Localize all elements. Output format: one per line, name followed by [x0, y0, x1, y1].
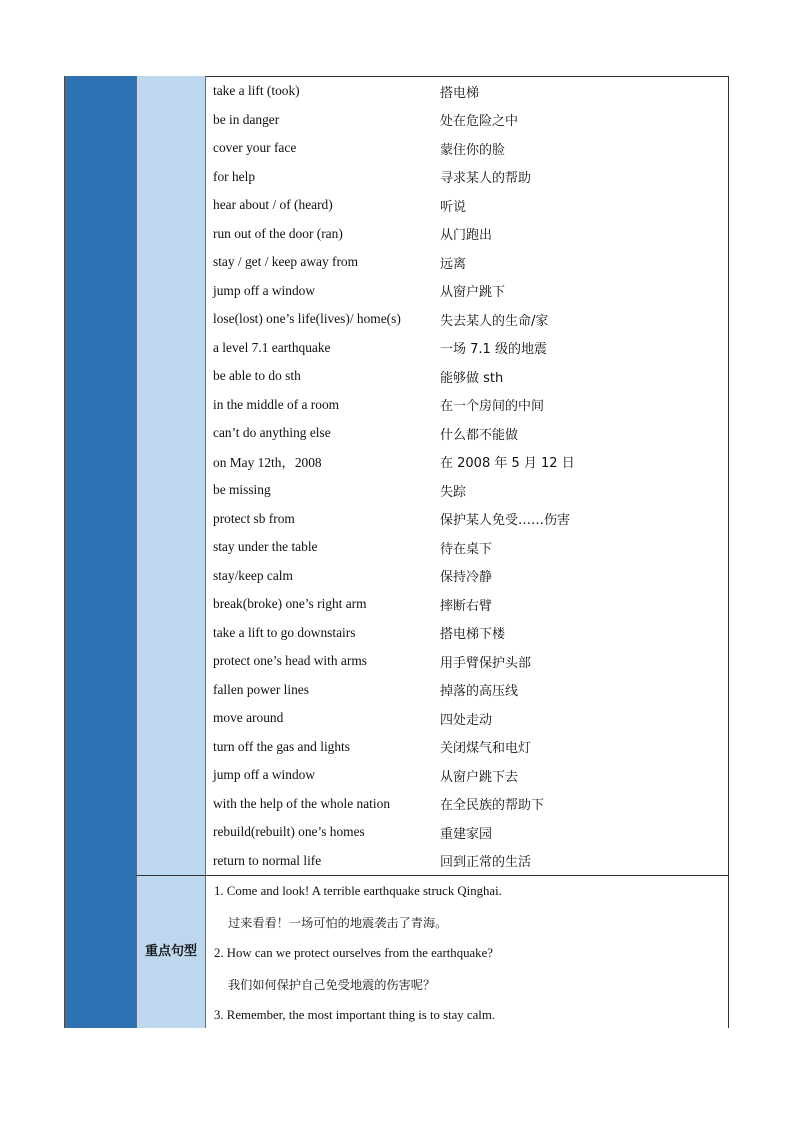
vocab-english: take a lift to go downstairs	[213, 624, 356, 640]
vocab-chinese: 寻求某人的帮助	[440, 171, 532, 187]
vocab-english: for help	[213, 168, 256, 184]
vocab-english: be in danger	[213, 111, 280, 127]
subcategory-column	[136, 76, 206, 1028]
vocab-row	[213, 248, 723, 277]
vocab-chinese: 摔断右臂	[440, 598, 493, 614]
vocab-chinese: 搭电梯下楼	[440, 627, 506, 643]
vocab-english: take a lift (took)	[213, 83, 300, 99]
vocab-chinese: 什么都不能做	[440, 427, 519, 443]
vocab-chinese: 用手臂保护头部	[440, 655, 532, 671]
vocab-row	[213, 818, 723, 847]
vocab-chinese: 从门跑出	[440, 228, 493, 244]
vocab-row	[213, 362, 723, 391]
vocab-row	[213, 277, 723, 306]
vocab-row	[213, 77, 723, 106]
vocab-english: lose(lost) one’s life(lives)/ home(s)	[213, 311, 401, 327]
vocab-chinese: 重建家园	[440, 826, 493, 842]
sentence-english: 1. Come and look! A terrible earthquake struck Qinghai.	[214, 884, 502, 898]
vocab-english: protect sb from	[213, 510, 295, 526]
vocab-row	[213, 448, 723, 477]
vocab-english: stay/keep calm	[213, 567, 293, 583]
vocab-english: be missing	[213, 482, 271, 498]
vocab-english: turn off the gas and lights	[213, 738, 350, 754]
vocab-chinese: 远离	[440, 256, 467, 272]
vocab-english: protect one’s head with arms	[213, 653, 367, 669]
vocab-english: can’t do anything else	[213, 425, 331, 441]
vocab-row	[213, 704, 723, 733]
vocab-row	[213, 220, 723, 249]
vocab-row	[213, 733, 723, 762]
vocab-english: jump off a window	[213, 282, 316, 298]
vocab-chinese: 一场 7.1 级的地震	[440, 342, 547, 358]
vocab-english: return to normal life	[213, 852, 322, 868]
sentence-chinese: 过来看看！一场可怕的地震袭击了青海。	[228, 916, 448, 930]
vocab-row	[213, 305, 723, 334]
sentence-english: 3. Remember, the most important thing is to stay calm.	[214, 1008, 495, 1022]
vocab-english: with the help of the whole nation	[213, 795, 391, 811]
vocab-english: move around	[213, 710, 284, 726]
vocab-row	[213, 191, 723, 220]
key-sentences-list	[214, 876, 724, 1031]
vocab-row	[213, 334, 723, 363]
sentence-english: 2. How can we protect ourselves from the earthquake?	[214, 946, 493, 960]
vocab-chinese: 搭电梯	[440, 85, 480, 101]
key-sentences-label: 重点句型	[144, 944, 197, 959]
vocab-chinese: 关闭煤气和电灯	[440, 741, 532, 757]
vocab-row	[213, 562, 723, 591]
vocab-chinese: 失去某人的生命/家	[440, 313, 549, 329]
vocab-row	[213, 790, 723, 819]
vocab-chinese: 保护某人免受……伤害	[440, 513, 571, 529]
vocab-chinese: 能够做 sth	[440, 370, 504, 386]
vocab-chinese: 失踪	[440, 484, 467, 500]
vocab-chinese: 在全民族的帮助下	[440, 798, 545, 814]
vocab-english: a level 7.1 earthquake	[213, 339, 331, 355]
vocab-row	[213, 391, 723, 420]
vocab-chinese: 回到正常的生活	[440, 855, 532, 871]
vocab-row	[213, 761, 723, 790]
vocab-english: break(broke) one’s right arm	[213, 596, 367, 612]
vocab-row	[213, 163, 723, 192]
vocab-row	[213, 619, 723, 648]
vocab-row	[213, 676, 723, 705]
vocab-row	[213, 505, 723, 534]
vocab-row	[213, 590, 723, 619]
vocab-english: on May 12th，2008	[213, 455, 322, 471]
vocab-chinese: 四处走动	[440, 712, 493, 728]
vocab-chinese: 处在危险之中	[440, 114, 519, 130]
vocab-english: run out of the door (ran)	[213, 225, 343, 241]
vocab-chinese: 从窗户跳下去	[440, 769, 519, 785]
vocab-row	[213, 134, 723, 163]
vocab-row	[213, 476, 723, 505]
vocab-row	[213, 106, 723, 135]
vocab-chinese: 在一个房间的中间	[440, 399, 545, 415]
vocab-chinese: 从窗户跳下	[440, 285, 506, 301]
vocab-english: stay under the table	[213, 539, 318, 555]
vocab-chinese: 待在桌下	[440, 541, 493, 557]
vocab-english: cover your face	[213, 140, 297, 156]
vocab-row	[213, 847, 723, 876]
sentence-chinese: 我们如何保护自己免受地震的伤害呢？	[228, 978, 436, 992]
vocab-english: rebuild(rebuilt) one’s homes	[213, 824, 365, 840]
category-column	[64, 76, 136, 1028]
vocab-chinese: 保持冷静	[440, 570, 493, 586]
vocab-row	[213, 533, 723, 562]
vocab-english: fallen power lines	[213, 681, 309, 697]
vocab-english: in the middle of a room	[213, 396, 340, 412]
vocab-row	[213, 647, 723, 676]
vocab-english: hear about / of (heard)	[213, 197, 333, 213]
vocab-chinese: 蒙住你的脸	[440, 142, 506, 158]
vocab-chinese: 掉落的高压线	[440, 684, 519, 700]
vocab-chinese: 在 2008 年 5 月 12 日	[440, 456, 575, 472]
vocabulary-list	[213, 77, 723, 875]
vocab-english: be able to do sth	[213, 368, 301, 384]
vocab-english: stay / get / keep away from	[213, 254, 359, 270]
vocab-row	[213, 419, 723, 448]
vocab-english: jump off a window	[213, 767, 316, 783]
vocab-chinese: 听说	[440, 199, 467, 215]
